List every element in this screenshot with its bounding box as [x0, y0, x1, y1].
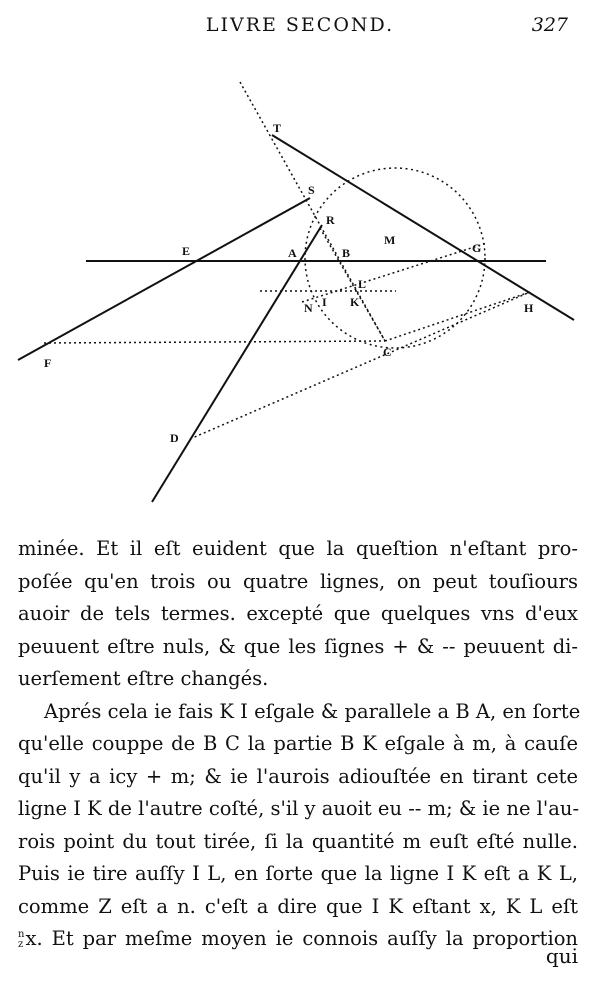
fraction-numerator: n — [18, 928, 25, 940]
text-line: peuuent eſtre nuls, & que les ſignes + & -- peuuent di- — [18, 634, 578, 658]
dotted-line-N-G — [302, 243, 487, 302]
page-header — [0, 14, 600, 44]
text-line-fraction — [18, 923, 578, 956]
text-line: rois point du tout tirée, ſi la quantité m euſt eſté nulle. — [18, 829, 578, 853]
label-G: G — [472, 241, 482, 255]
dotted-circle — [305, 168, 485, 348]
running-title: LIVRE SECOND. — [205, 14, 395, 36]
fraction-n-over-z — [18, 930, 24, 950]
dotted-line-F-C — [44, 341, 385, 343]
label-M: M — [384, 233, 396, 247]
text-line: Puis ie tire auſſy I L, en ſorte que la ligne I K eſt a K L, — [18, 862, 578, 885]
text-line: poſée qu'en trois ou quatre lignes, on peut touſiours — [18, 569, 578, 593]
line-D-R — [152, 225, 322, 502]
label-L: L — [358, 277, 367, 291]
text-line: Aprés cela ie fais K I eſgale & parallele a B A, en ſorte — [44, 699, 581, 723]
text-line: uerſement eſtre changés. — [18, 667, 269, 690]
text-line: comme Z eſt a n. c'eſt a dire que I K eſtant x, K L eſt — [18, 894, 578, 918]
label-K: K — [350, 295, 360, 309]
label-T: T — [273, 121, 282, 135]
text-line: auoir de tels termes. excepté que quelques vns d'eux — [18, 602, 578, 625]
geometric-figure — [0, 70, 600, 510]
label-F: F — [44, 356, 52, 370]
fraction-denominator: z — [18, 938, 24, 950]
label-C: C — [383, 345, 392, 359]
dotted-line-C-H — [385, 292, 530, 341]
label-N: N — [304, 301, 313, 315]
label-I: I — [322, 295, 327, 309]
label-D: D — [170, 431, 179, 445]
line-F-E-S — [18, 198, 310, 360]
dotted-line-D-H — [190, 292, 530, 439]
catchword: qui — [545, 944, 578, 968]
dotted-line-R-C — [320, 228, 385, 341]
label-R: R — [326, 213, 335, 227]
label-E: E — [182, 244, 191, 258]
page-number: 327 — [531, 14, 568, 36]
label-H: H — [524, 301, 534, 315]
label-S: S — [308, 183, 315, 197]
fraction-line-text: x. Et par meſme moyen ie connois auſſy la proportion — [25, 927, 578, 950]
text-line: qu'elle couppe de B C la partie B K eſgale à m, à cauſe — [18, 732, 578, 755]
text-line: ligne I K de l'autre coſté, s'il y auoit eu -- m; & ie ne l'au- — [18, 797, 580, 820]
body-text — [18, 533, 581, 956]
text-line: minée. Et il eſt euident que la queſtion n'eſtant pro- — [18, 537, 578, 560]
label-A: A — [288, 246, 297, 260]
figure-svg — [0, 70, 600, 510]
label-B: B — [342, 246, 351, 260]
text-line: qu'il y a icy + m; & ie l'aurois adiouſtée en tirant cete — [18, 764, 578, 788]
